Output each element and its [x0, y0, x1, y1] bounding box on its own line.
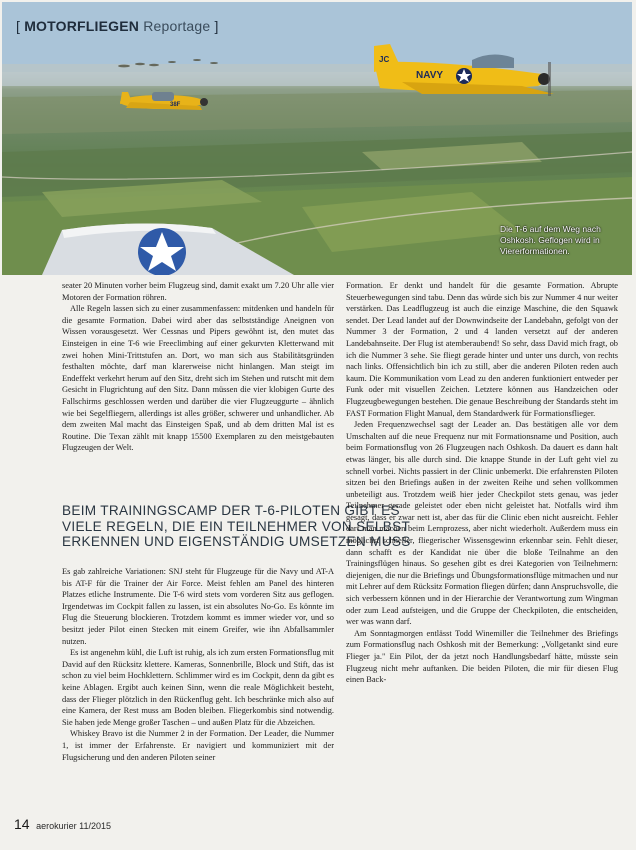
section-title: MOTORFLIEGEN: [24, 18, 140, 34]
wingman-code: 38F: [170, 102, 181, 108]
paragraph: Formation. Er denkt und handelt für die gesamte Formation. Abrupte Steuerbewegungen sind tabu. Denn das würde sich bis zur Nummer 4 nur weiter verstärken. Das Leadflugzeug ist auch die einzige Maschine, die den Squawk sendet. Der Lead landet auf der Downwindseite der Landebahn, gefolgt von der Nummer 3 der Formation, 2 und 4 landen versetzt auf der anderen Landebahnseite. Der Flug ist atemberaubend! So sehr, dass David mich fragt, ob ich die Nummer 3 sehe. Sie fliegt gerade hinter und unter uns durch, von rechts nach links. Offensichtlich bin ich zu still, aber die anderen Piloten reden auch kaum. Die Kommunikation vom Lead zu den anderen funktioniert entweder per Funk oder mit visuellen Zeichen. Letztere können aus Handzeichen oder Flugzeugbewegungen bestehen. Die genaue Beschreibung der Standards steht im FAST Formation Flight Manual, dem Standardwerk für Formationsflieger.: [346, 281, 618, 418]
paragraph: Am Sonntagmorgen entlässt Todd Winemiller die Teilnehmer des Briefings zum Formationsflug nach Oshkosh mit der Bemerkung: „Vollgetankt sind eure Flieger ja." Ein Pilot, der da jetzt noch Handlungsbedarf hätte, müsste sein Flugzeug nicht mehr auftanken. Die beiden Piloten, die mir für diesen Flug einen Back-: [346, 628, 618, 685]
photo-caption: Die T-6 auf dem Weg nach Oshkosh. Geflogen wird in Viererformationen.: [500, 224, 601, 256]
paragraph: Es ist angenehm kühl, die Luft ist ruhig, als ich zum ersten Formationsflug mit David auf den Rücksitz klettere. Kameras, Sonnenbrille, Block und Stift, das ist schon zu viel beim Hochklettern. Schlimmer wird es im Cockpit, denn da gibt es keine Ablagen. Ergibt auch keinen Sinn, wenn die reale Möglichkeit besteht, dass der Flieger plötzlich in den Rückenflug geht. Ich beschränke mich also auf eine Kamera, der Rest muss am Boden bleiben. Fliegerkombis sind notwendig. Sie haben jede Menge großer Taschen – und außen Platz für die Abzeichen.: [62, 648, 335, 727]
issue-number: 11/2015: [79, 821, 112, 831]
magazine-name: aerokurier: [36, 821, 77, 831]
paragraph: Es gab zahlreiche Variationen: SNJ steht für Flugzeuge für die Navy und AT-A bis AT-F für die Trainer der Air Force. Meist fehlen am Panel des hinteren Platzes etliche Instrumente. Die T-6 wird stets vom vorderen Sitz aus geflogen. Irgendetwas im Cockpit fallen zu lassen, ist ein absolutes No-Go. Es könnte im Flug die Steuerung blockieren. Trotzdem kommt es immer wieder vor, und so besitzt jeder Pilot einen Stecken mit einem Greifer, wie ihn Abfallsammler nutzen.: [62, 567, 334, 646]
pull-quote: BEIM TRAININGSCAMP DER T-6-PILOTEN GIBT ES VIELE REGELN, DIE EIN TEILNEHMER VON SELBST ERKENNEN UND EIGENSTÄNDIG UMSETZEN MUSS: [62, 503, 411, 550]
lead-code: JC: [379, 55, 390, 64]
left-column-bottom: [62, 566, 334, 763]
page-number: 14: [14, 816, 30, 832]
wingman-plane: [120, 92, 208, 110]
section-bracket-close: ]: [214, 18, 219, 34]
paragraph: Whiskey Bravo ist die Nummer 2 in der Formation. Der Leader, die Nummer 1, ist immer der Erfahrenste. Er navigiert und kommuniziert mit der Flugsicherung und den anderen Piloten seiner: [62, 729, 334, 762]
hero-photo: [2, 2, 632, 275]
section-tag: [16, 18, 219, 34]
paragraph: Alle Regeln lassen sich zu einer zusammenfassen: mitdenken und handeln für die gesamte Formation. Dabei wird aber das selbstständige Aneignen von Wissen vorausgesetzt. Wer Cessnas und Pipers gewöhnt ist, den mutet das Einsteigen in eine T-6 wie Freeclimbing auf einer gekurvten Kletterwand mit zwei hohen Mini-Trittstufen an. Dort, wo man sich aus Stabilitätsgründen festhalten möchte, darf man klarerweise nicht hinlangen. Man steigt im Endeffekt verkehrt herum auf den Sitz, dreht sich im Stehen und rutscht mit dem Gesicht in Flugrichtung auf den Sitz. Dann müssen die vier klobigen Gurte des Fallschirms geschlossen werden und darüber die vier Flugzeuggurte – ähnlich wie bei Segelfliegern, allerdings ist alles größer, schwerer und unhandlicher. Ab dem zweiten Mal macht das Einsteigen Spaß, und ab dem dritten Mal ist es Routine. Die Texan zählt mit knapp 15500 Exemplaren zu den meistgebauten Flugzeugen der Welt.: [62, 304, 334, 453]
lead-text: NAVY: [416, 70, 444, 81]
page-footer: [14, 816, 111, 832]
section-subtitle: Reportage: [143, 18, 211, 34]
paragraph: Jeden Frequenzwechsel sagt der Leader an. Das bestätigen alle vor dem Umschalten auf die neue Frequenz nur mit Formationsname und Position, auch beim Formationsflug von 26 Flugzeugen nach Oshkosh. Da dauert es dann halt etwas länger, bis alle durch sind. Die knappe Stunde in der Luft geht viel zu schnell vorbei. Nichts passiert in der Clinic unbemerkt. Die erfahrensten Piloten sitzen bei den Briefings außen in der zweiten Reihe und sehen vollkommen unbeteiligt aus. Trotzdem weiß hier jeder Checkpilot stets genau, was jeder Teilnehmer gerade geleistet oder eben nicht geleistet hat. Notfalls wird ihm gesagt, dass er zwar nett ist, aber das für die Clinic eben nicht ausreicht. Fehler darf man machen beim Lernprozess, aber nicht wiederholt. Außerdem muss ein möglichst schneller, fliegerischer Wissensgewinn erkennbar sein. Fehlt dieser, dann schafft es der Kandidat nie über die bloße Teilnahme an den Trainingsflügen hinaus. So gesehen gibt es drei Kategorien von Teilnehmern: diejenigen, die nur die Briefings und Übungsformationsflüge mitmachen und nur mit Lehrer auf dem Rücksitz Formation fliegen dürfen; dann Anspruchsvolle, die sich verbessern können und in der Hierarchie der Verantwortung zum Wingman oder zum Lead aufsteigen, und die Gruppe der Checkpiloten, die entscheiden, wer was wann darf.: [346, 420, 618, 627]
section-bracket-open: [: [16, 18, 21, 34]
paragraph: seater 20 Minuten vorher beim Flugzeug sind, damit exakt um 7.20 Uhr alle vier Motoren der Formation röhren.: [62, 281, 334, 302]
right-column: [346, 280, 618, 686]
left-column-top: [62, 280, 334, 454]
